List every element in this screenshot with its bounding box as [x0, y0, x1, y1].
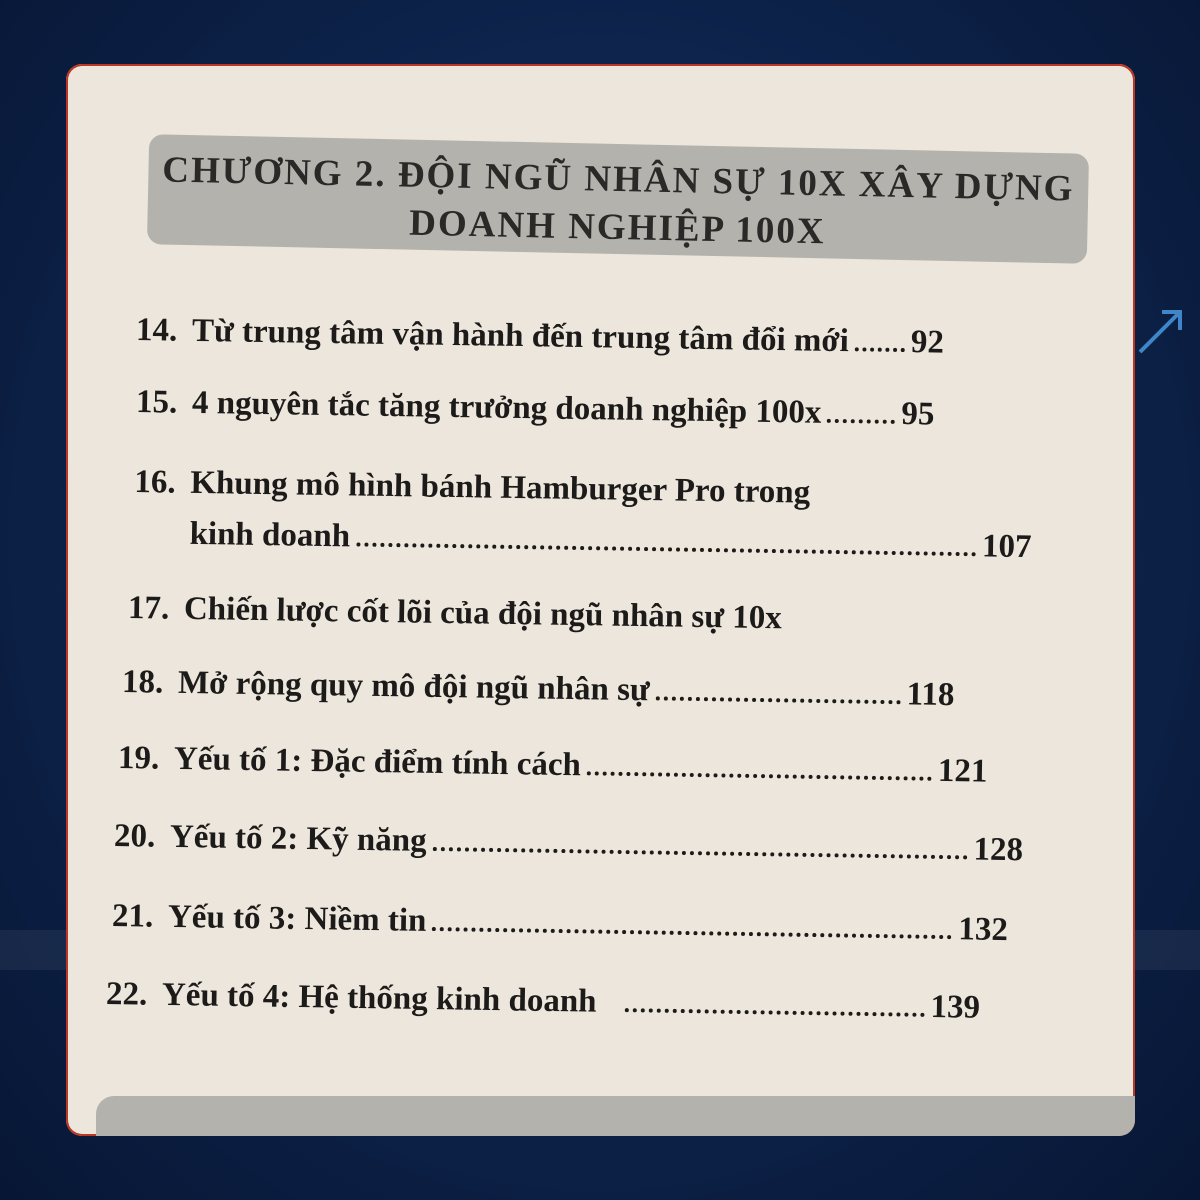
entry-number: 17. — [127, 590, 170, 627]
toc-entry — [136, 312, 944, 362]
dot-leader — [624, 1006, 924, 1017]
entry-title: Yếu tố 2: Kỹ năng — [169, 818, 427, 859]
toc-entry — [136, 384, 935, 434]
entry-title: Yếu tố 4: Hệ thống kinh doanh — [161, 976, 597, 1020]
entry-number: 20. — [113, 818, 156, 855]
book-page — [66, 64, 1135, 1136]
entry-number: 14. — [135, 312, 178, 349]
dot-leader — [656, 694, 901, 704]
entry-page: 139 — [930, 988, 981, 1026]
entry-number: 16. — [134, 464, 176, 501]
entry-number: 21. — [111, 898, 154, 935]
page-footer-band — [96, 1096, 1135, 1136]
entry-title: Mở rộng quy mô đội ngũ nhân sự — [177, 664, 651, 709]
dot-leader — [432, 845, 967, 859]
toc-entry — [128, 590, 782, 637]
chapter-title-line-1: CHƯƠNG 2. ĐỘI NGŨ NHÂN SỰ 10X XÂY DỰNG — [161, 149, 1075, 210]
toc-entry — [112, 898, 1008, 949]
entry-title: Yếu tố 3: Niềm tin — [167, 898, 427, 939]
entry-page: 107 — [981, 528, 1032, 566]
toc-entry — [114, 818, 1024, 869]
dot-leader — [356, 540, 976, 556]
toc-entry — [133, 464, 1032, 566]
entry-number: 15. — [135, 384, 178, 421]
toc-entry — [122, 664, 955, 714]
toc-entry — [106, 976, 981, 1027]
entry-title: Khung mô hình bánh Hamburger Pro trong — [190, 464, 811, 511]
table-of-contents — [66, 64, 1135, 1136]
entry-page: 121 — [937, 752, 988, 790]
entry-page: 118 — [906, 676, 955, 714]
entry-title: Chiến lược cốt lõi của đội ngũ nhân sự 10x — [183, 590, 783, 637]
arrow-icon — [1132, 300, 1192, 360]
entry-title: Từ trung tâm vận hành đến trung tâm đổi mới — [191, 312, 850, 360]
entry-number: 18. — [121, 664, 164, 701]
dot-leader — [432, 925, 952, 939]
chapter-title-line-2: DOANH NGHIỆP 100X — [408, 202, 826, 253]
entry-title: Yếu tố 1: Đặc điểm tính cách — [173, 740, 582, 784]
dot-leader — [587, 769, 932, 780]
entry-title: 4 nguyên tắc tăng trưởng doanh nghiệp 100x — [191, 384, 822, 431]
entry-number: 19. — [117, 740, 160, 777]
entry-page: 128 — [973, 831, 1024, 869]
entry-title-continued: kinh doanh — [189, 515, 351, 555]
entry-page: 132 — [958, 911, 1009, 949]
dot-leader — [855, 345, 905, 352]
dot-leader — [827, 417, 895, 424]
entry-page: 95 — [901, 396, 935, 433]
entry-number: 22. — [105, 976, 148, 1013]
toc-entry — [118, 740, 988, 791]
entry-page: 92 — [910, 324, 945, 361]
